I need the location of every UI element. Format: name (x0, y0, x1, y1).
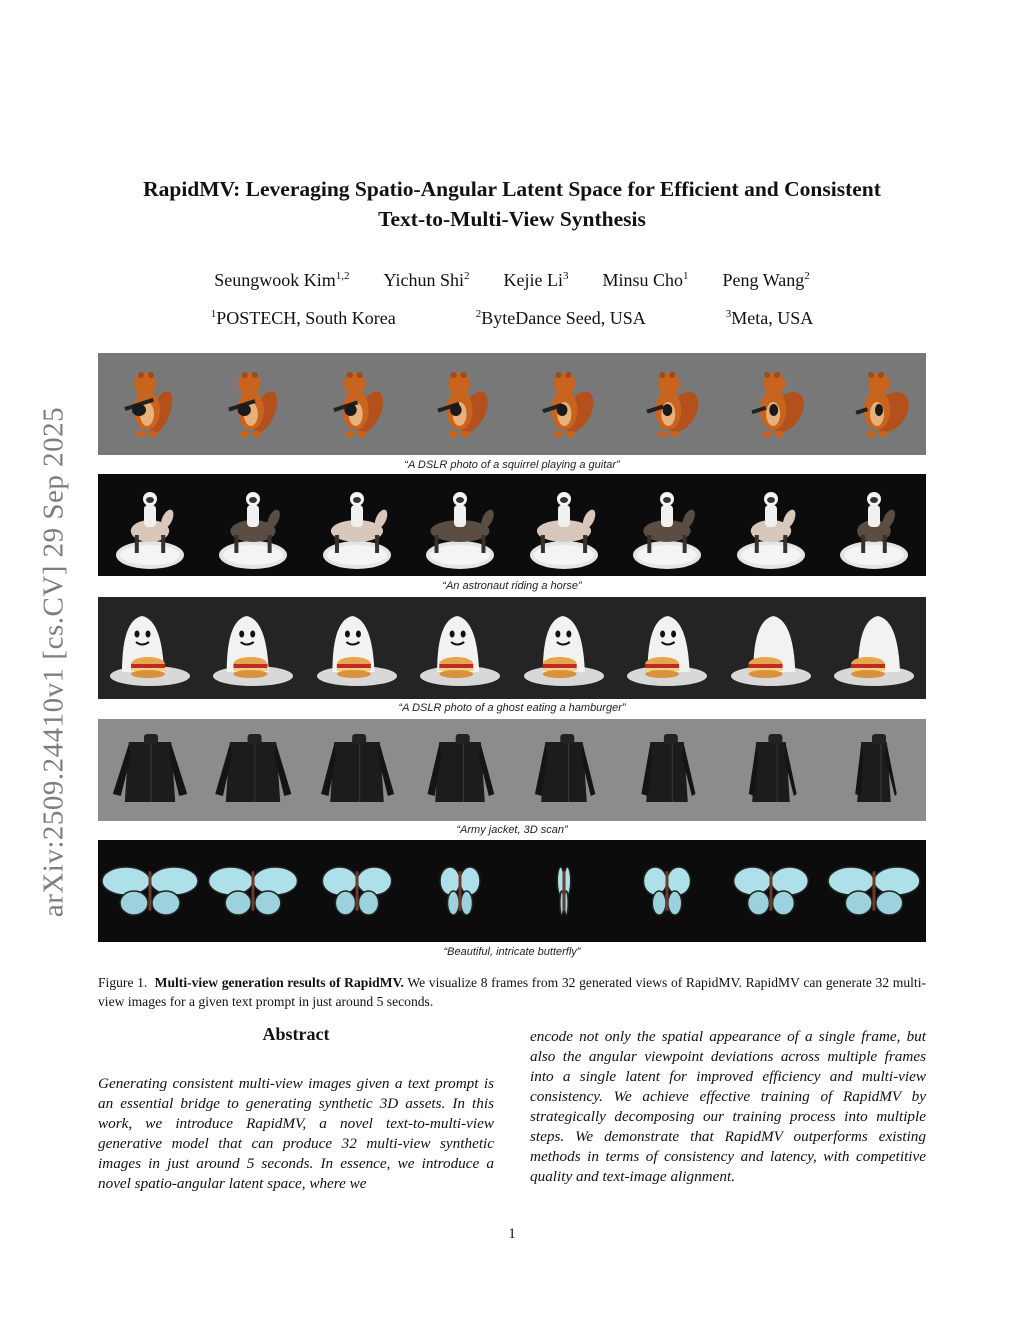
figure-row-caption: “A DSLR photo of a ghost eating a hamburger” (398, 702, 626, 714)
jacket-view-frame (617, 720, 717, 820)
abstract-heading: Abstract (262, 1024, 330, 1044)
ghost-view-frame (514, 598, 614, 698)
affiliation: $^2$ByteDance Seed, USA (475, 308, 646, 328)
abstract-text-left: Generating consistent multi-view images given a text prompt is an essential bridge to generating synthetic 3D assets. In this work, we introduce RapidMV, a novel text-to-multi-view generative model that can produce 32 multi-view synthetic images in just around 5 seconds. In essence, we introduce a novel spatio-angular latent space, where we (98, 1075, 494, 1192)
arxiv-stamp: arXiv:2509.24410v1 [cs.CV] 29 Sep 2025 (37, 406, 70, 918)
squirrel-view-frame (721, 354, 821, 454)
figure-caption: Figure 1. Multi-view generation results of RapidMV. We visualize 8 frames from 32 generated views of RapidMV. RapidMV can generate 32 multi-view images for a given text prompt in just around 5 seconds. (98, 975, 927, 1009)
butterfly-view-frame (100, 841, 200, 941)
figure-row-caption: “Army jacket, 3D scan” (456, 824, 568, 836)
squirrel-view-frame (203, 354, 303, 454)
jacket-view-frame (514, 720, 614, 820)
butterfly-view-frame (824, 841, 924, 941)
butterfly-view-frame (307, 841, 407, 941)
jacket-view-frame (410, 720, 510, 820)
affiliation-list (98, 308, 926, 329)
title-line-1: RapidMV: Leveraging Spatio-Angular Latent Space for Efficient and Consistent (143, 177, 881, 201)
squirrel-view-frame (824, 354, 924, 454)
page-number: 1 (508, 1226, 516, 1242)
squirrel-view-frame (100, 354, 200, 454)
title-line-2: Text-to-Multi-View Synthesis (378, 207, 646, 231)
abstract-text-right: encode not only the spatial appearance of a single frame, but also the angular viewpoint deviations across multiple frames into a single latent for improved efficiency and multi-view consistency. We achieve effective training of RapidMV by strategically decomposing our training process into multiple steps. We demonstrate that RapidMV outperforms existing methods in terms of consistency and latency, with competitive quality and text-image alignment. (530, 1028, 926, 1185)
butterfly-view-frame (721, 841, 821, 941)
jacket-view-frame (307, 720, 407, 820)
butterfly-view-frame (617, 841, 717, 941)
figure-row-butterfly (98, 840, 926, 942)
figure-row-jacket (98, 719, 926, 821)
squirrel-view-frame (617, 354, 717, 454)
butterfly-view-frame (514, 841, 614, 941)
astronaut-view-frame (410, 475, 510, 575)
astronaut-view-frame (514, 475, 614, 575)
butterfly-view-frame (203, 841, 303, 941)
ghost-view-frame (617, 598, 717, 698)
squirrel-view-frame (514, 354, 614, 454)
figure-row-caption: “A DSLR photo of a squirrel playing a guitar” (404, 459, 620, 471)
ghost-view-frame (100, 598, 200, 698)
butterfly-view-frame (410, 841, 510, 941)
ghost-view-frame (410, 598, 510, 698)
jacket-view-frame (203, 720, 303, 820)
author: Seungwook Kim$^{1,2}$ (214, 270, 350, 290)
ghost-view-frame (721, 598, 821, 698)
author: Minsu Cho$^1$ (602, 270, 689, 290)
astronaut-view-frame (203, 475, 303, 575)
author: Kejie Li$^3$ (503, 270, 569, 290)
figure-row-caption: “Beautiful, intricate butterfly” (443, 946, 581, 958)
jacket-view-frame (824, 720, 924, 820)
ghost-view-frame (824, 598, 924, 698)
author: Peng Wang$^2$ (722, 270, 810, 290)
affiliation: $^3$Meta, USA (725, 308, 814, 328)
astronaut-view-frame (721, 475, 821, 575)
squirrel-view-frame (307, 354, 407, 454)
astronaut-view-frame (100, 475, 200, 575)
jacket-view-frame (100, 720, 200, 820)
paper-title (98, 174, 926, 234)
astronaut-view-frame (824, 475, 924, 575)
author: Yichun Shi$^2$ (383, 270, 470, 290)
ghost-view-frame (203, 598, 303, 698)
figure-row-squirrel (98, 353, 926, 455)
author-list (98, 270, 926, 291)
astronaut-view-frame (617, 475, 717, 575)
squirrel-view-frame (410, 354, 510, 454)
figure-row-astronaut (98, 474, 926, 576)
figure-row-ghost (98, 597, 926, 699)
astronaut-view-frame (307, 475, 407, 575)
jacket-view-frame (721, 720, 821, 820)
ghost-view-frame (307, 598, 407, 698)
figure-row-caption: “An astronaut riding a horse” (442, 580, 582, 592)
affiliation: $^1$POSTECH, South Korea (210, 308, 396, 328)
